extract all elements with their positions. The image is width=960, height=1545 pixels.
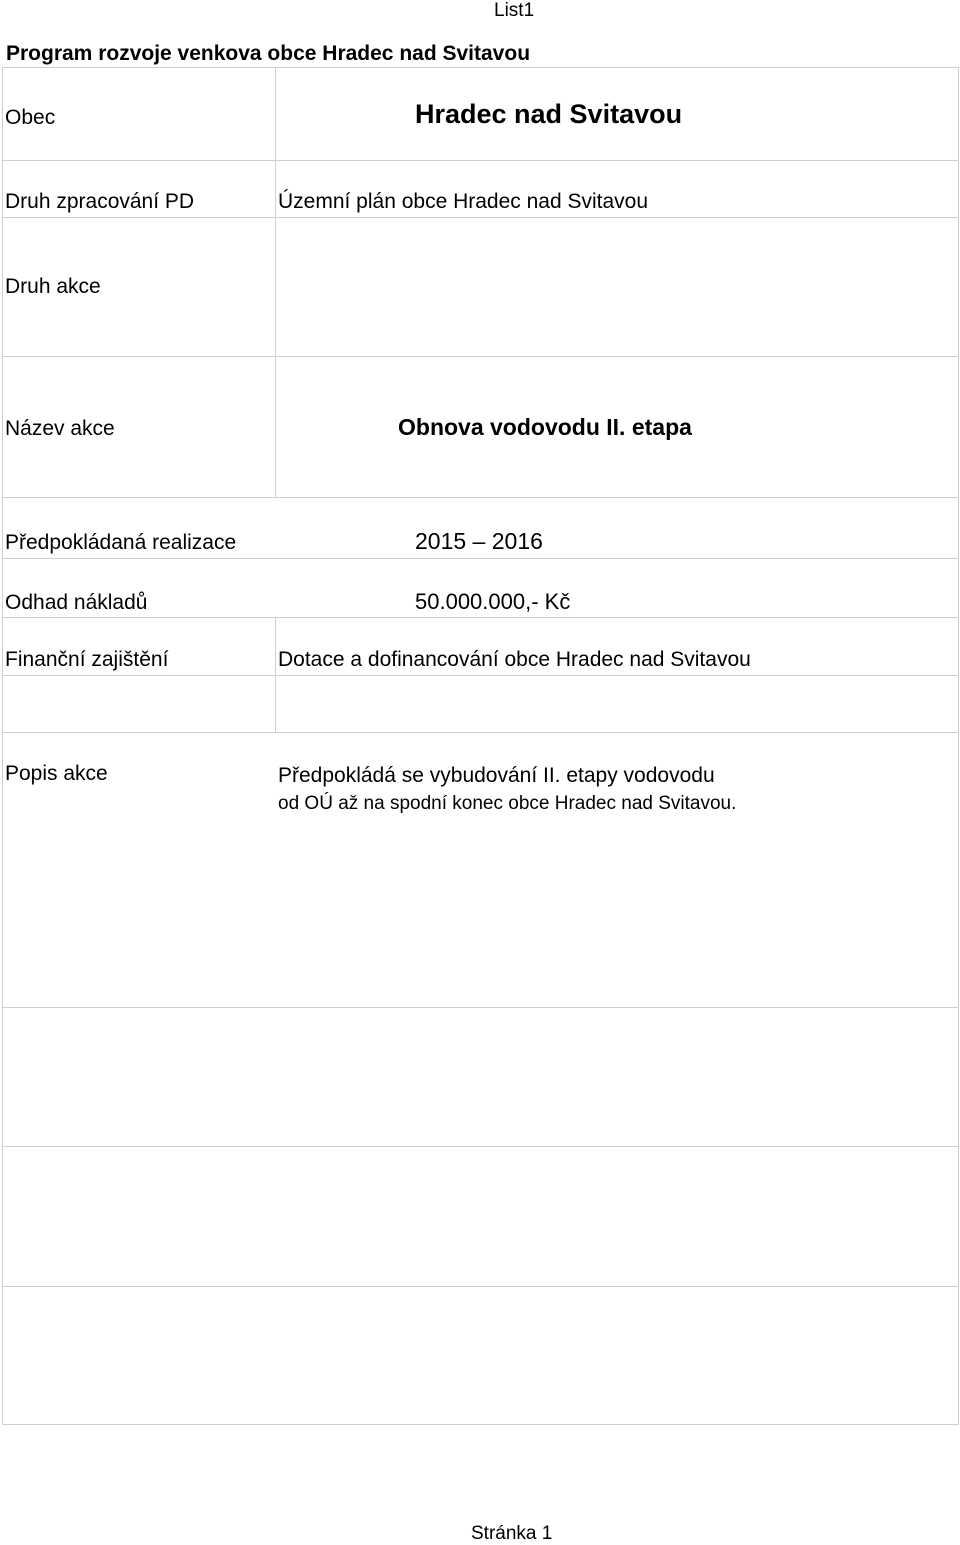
label-nazev-akce: Název akce (5, 417, 115, 440)
popis-line-1: Předpokládá se vybudování II. etapy vodovodu (278, 764, 715, 787)
document-title: Program rozvoje venkova obce Hradec nad Svitavou (6, 42, 531, 65)
grid-line (2, 1286, 959, 1287)
grid-line (2, 217, 959, 218)
grid-line (2, 1424, 959, 1425)
page-footer: Stránka 1 (471, 1523, 553, 1544)
grid-line (2, 1146, 959, 1147)
grid-line (2, 675, 959, 676)
grid-line (2, 160, 959, 161)
label-druh-akce: Druh akce (5, 275, 101, 298)
value-predpokladana-realizace: 2015 – 2016 (415, 528, 543, 554)
label-popis-akce: Popis akce (5, 762, 108, 785)
value-druh-zpracovani-pd: Územní plán obce Hradec nad Svitavou (278, 190, 649, 213)
label-predpokladana-realizace: Předpokládaná realizace (5, 531, 237, 554)
grid-line (2, 67, 3, 1425)
grid-line (2, 617, 959, 618)
label-odhad-nakladu: Odhad nákladů (5, 591, 148, 614)
grid-line (958, 67, 959, 1425)
grid-line (275, 67, 276, 498)
grid-line (2, 356, 959, 357)
value-popis-akce (278, 762, 736, 818)
value-obec: Hradec nad Svitavou (415, 99, 683, 129)
grid-line (2, 67, 959, 68)
grid-line (2, 1007, 959, 1008)
label-obec: Obec (5, 106, 56, 129)
grid-line (2, 732, 959, 733)
grid-line (2, 497, 959, 498)
grid-line (275, 617, 276, 733)
value-financni-zajisteni: Dotace a dofinancování obce Hradec nad Svitavou (278, 648, 751, 671)
sheet-name: List1 (494, 0, 535, 21)
label-financni-zajisteni: Finanční zajištění (5, 648, 169, 671)
label-druh-zpracovani-pd: Druh zpracování PD (5, 190, 195, 213)
value-nazev-akce: Obnova vodovodu II. etapa (398, 414, 692, 440)
grid-line (2, 558, 959, 559)
popis-line-2: od OÚ až na spodní konec obce Hradec nad Svitavou. (278, 793, 737, 814)
value-odhad-nakladu: 50.000.000,- Kč (415, 589, 571, 614)
